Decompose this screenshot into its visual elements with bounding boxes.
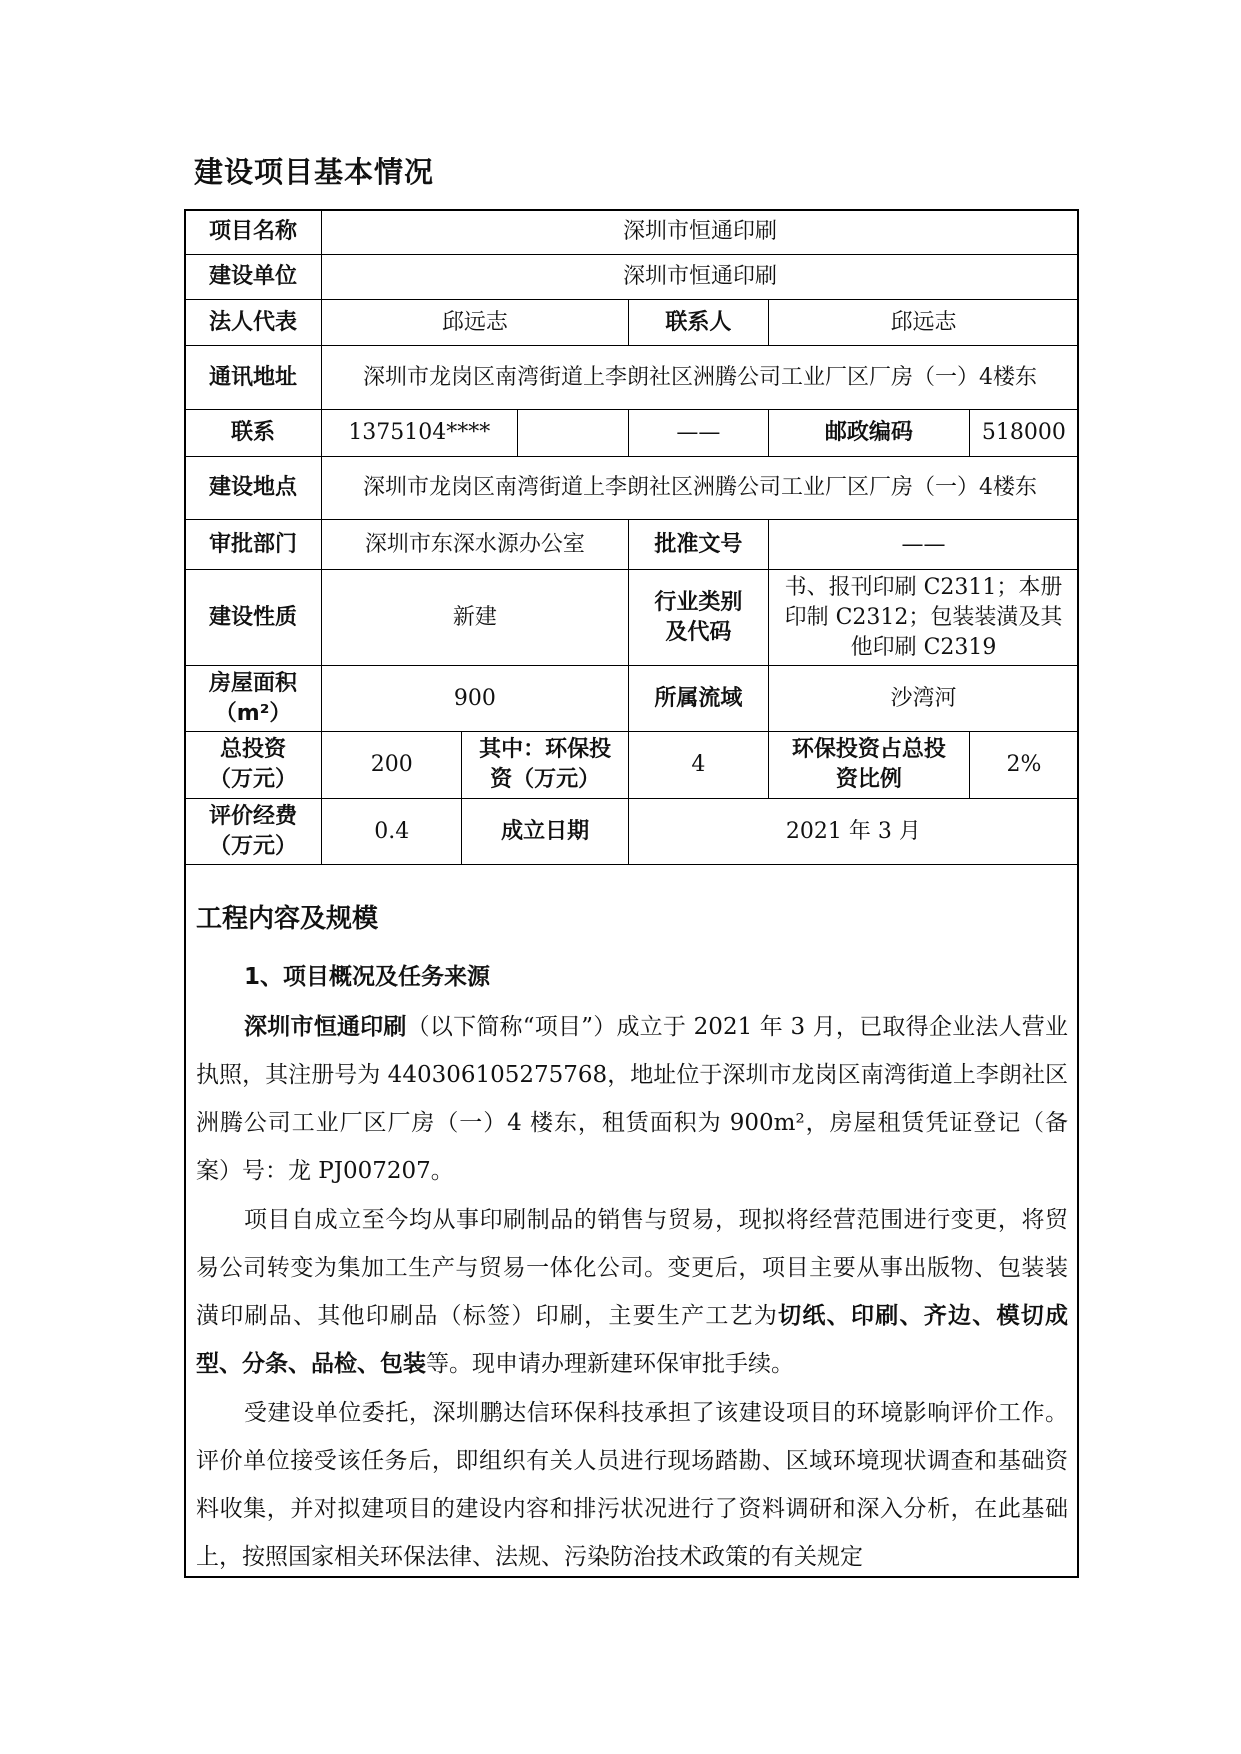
env-invest: 4 xyxy=(628,732,768,799)
site-label: 建设地点 xyxy=(185,457,322,520)
env-ratio: 2% xyxy=(969,732,1078,799)
project-name-label: 项目名称 xyxy=(185,210,322,255)
approval-dept: 深圳市东深水源办公室 xyxy=(322,520,629,570)
paragraph-3: 受建设单位委托，深圳鹏达信环保科技承担了该建设项目的环境影响评价工作。评价单位接受该任务后，即组织有关人员进行现场踏勘、区域环境现状调查和基础资料收集，并对拟建项目的建设内容和排污状况进行了资料调研和深入分析，在此基础上，按照国家相关环保法律、法规、污染防治技术政策的有关规定 xyxy=(196,1400,1068,1570)
env-invest-label: 其中：环保投资（万元） xyxy=(462,732,628,799)
founded: 2021 年 3 月 xyxy=(628,799,1078,865)
basin: 沙湾河 xyxy=(769,666,1079,732)
industry: 书、报刊印刷 C2311；本册印制 C2312；包装装潢及其他印刷 C2319 xyxy=(769,570,1079,666)
legal-rep-label: 法人代表 xyxy=(185,300,322,346)
address-label: 通讯地址 xyxy=(185,346,322,410)
builder: 深圳市恒通印刷 xyxy=(322,255,1079,300)
section-title: 工程内容及规模 xyxy=(196,904,379,934)
address: 深圳市龙岗区南湾街道上李朗社区洲腾公司工业厂区厂房（一）4楼东 xyxy=(322,346,1079,410)
founded-label: 成立日期 xyxy=(462,799,628,865)
env-ratio-label: 环保投资占总投资比例 xyxy=(769,732,970,799)
paragraph-2 xyxy=(196,1196,1068,1388)
area-label: 房屋面积（m²） xyxy=(185,666,322,732)
basin-label: 所属流域 xyxy=(628,666,768,732)
postcode-label: 邮政编码 xyxy=(769,410,970,457)
paragraph-1-text: （以下简称“项目”）成立于 2021 年 3 月，已取得企业法人营业执照，其注册号为 440306105275768，地址位于深圳市龙岗区南湾街道上李朗社区洲腾公司工业厂区厂房（一）4 楼东，租赁面积为 900m²，房屋租赁凭证登记（备案）号：龙 PJ007207。 xyxy=(196,1014,1069,1184)
eval-fee-label: 评价经费（万元） xyxy=(185,799,322,865)
phone: 1375104**** xyxy=(322,410,517,457)
site: 深圳市龙岗区南湾街道上李朗社区洲腾公司工业厂区厂房（一）4楼东 xyxy=(322,457,1079,520)
nature-label: 建设性质 xyxy=(185,570,322,666)
phone-label: 联系 xyxy=(185,410,322,457)
paragraph-2-text-a: 项目自成立至今均从事印刷制品的销售与贸易，现拟将经营范围进行变更，将贸易公司转变为集加工生产与贸易一体化公司。变更后，项目主要从事出版物、包装装潢印刷品、其他印刷品（标签）印刷，主要生产工艺为 xyxy=(196,1207,1068,1329)
approval-dept-label: 审批部门 xyxy=(185,520,322,570)
nature: 新建 xyxy=(322,570,629,666)
phone-extra: —— xyxy=(628,410,768,457)
contact-person: 邱远志 xyxy=(769,300,1079,346)
legal-rep: 邱远志 xyxy=(322,300,629,346)
project-name: 深圳市恒通印刷 xyxy=(322,210,1079,255)
paragraph-2-bold: 切纸、印刷、齐边、模切成型、分条、品检、包装 xyxy=(196,1303,1069,1377)
contact-person-label: 联系人 xyxy=(628,300,768,346)
invest-label: 总投资（万元） xyxy=(185,732,322,799)
invest: 200 xyxy=(322,732,462,799)
subsection-title: 1、项目概况及任务来源 xyxy=(244,964,491,990)
area: 900 xyxy=(322,666,629,732)
paragraph-2-text-b: 等。现申请办理新建环保审批手续。 xyxy=(426,1351,794,1377)
eval-fee: 0.4 xyxy=(322,799,462,865)
page-title: 建设项目基本情况 xyxy=(194,155,435,189)
industry-label: 行业类别及代码 xyxy=(628,570,768,666)
postcode: 518000 xyxy=(969,410,1078,457)
approval-no: —— xyxy=(769,520,1079,570)
approval-no-label: 批准文号 xyxy=(628,520,768,570)
paragraph-1-bold: 深圳市恒通印刷 xyxy=(244,1014,407,1040)
builder-label: 建设单位 xyxy=(185,255,322,300)
paragraph-1 xyxy=(196,1003,1068,1195)
project-info-table xyxy=(184,209,1079,865)
phone-blank xyxy=(517,410,628,457)
